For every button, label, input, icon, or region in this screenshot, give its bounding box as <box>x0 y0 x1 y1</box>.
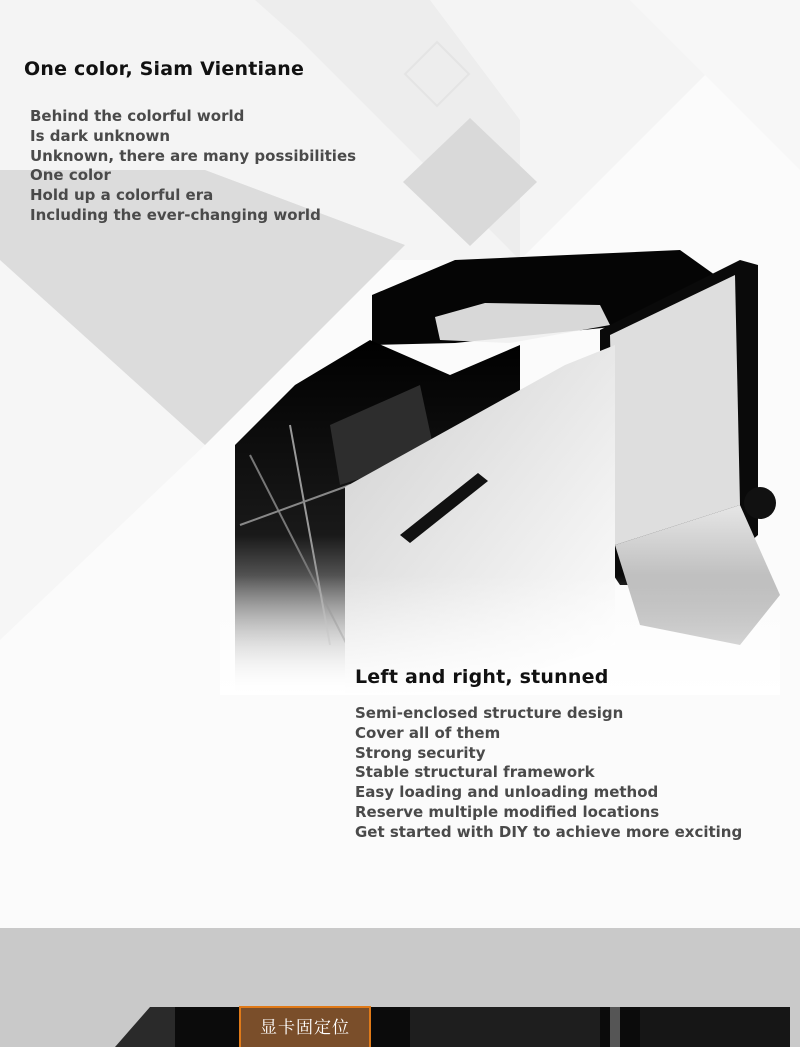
text-line: Hold up a colorful era <box>30 186 214 205</box>
text-line: Reserve multiple modified locations <box>355 802 660 821</box>
section-two-text <box>355 704 742 843</box>
section-title-left-right: Left and right, stunned <box>355 666 609 688</box>
gpu-mount-tag: 显卡固定位 <box>239 1006 371 1047</box>
case-interior-strip <box>0 1003 800 1047</box>
text-line: Cover all of them <box>355 723 501 742</box>
text-line: Including the ever-changing world <box>30 205 321 224</box>
text-line: Is dark unknown <box>30 126 171 145</box>
text-line: Stable structural framework <box>355 763 595 782</box>
open-frame-pc-case-icon <box>220 225 780 695</box>
section-one-text <box>30 107 356 226</box>
text-line: Strong security <box>355 743 486 762</box>
text-line: Semi-enclosed structure design <box>355 704 624 722</box>
text-line: Behind the colorful world <box>30 107 245 125</box>
text-line: Unknown, there are many possibilities <box>30 146 357 165</box>
text-line: Easy loading and unloading method <box>355 783 659 802</box>
section-title-one-color: One color, Siam Vientiane <box>24 58 305 80</box>
text-line: Get started with DIY to achieve more exciting <box>355 822 743 841</box>
text-line: One color <box>30 166 111 185</box>
